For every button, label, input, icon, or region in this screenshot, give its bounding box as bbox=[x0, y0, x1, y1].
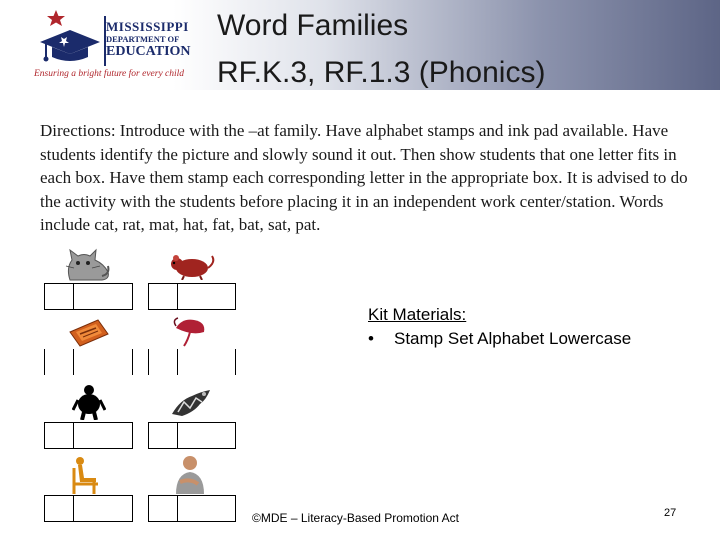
letter-box-divider bbox=[44, 349, 45, 375]
letter-box[interactable] bbox=[148, 283, 178, 310]
footer-text: ©MDE – Literacy-Based Promotion Act bbox=[252, 511, 459, 525]
kit-item-label: Stamp Set Alphabet Lowercase bbox=[394, 329, 632, 348]
kit-materials-title: Kit Materials: bbox=[368, 305, 467, 324]
letter-box-divider bbox=[73, 349, 74, 375]
letter-box[interactable] bbox=[177, 283, 236, 310]
logo-line-3: EDUCATION bbox=[106, 43, 191, 59]
letter-box-divider bbox=[132, 349, 133, 375]
mde-logo bbox=[30, 6, 215, 86]
bullet: • bbox=[368, 329, 374, 348]
rat-icon bbox=[168, 252, 216, 280]
pat-icon bbox=[170, 454, 210, 494]
fat-man-icon bbox=[72, 384, 106, 420]
letter-box[interactable] bbox=[148, 495, 178, 522]
letter-box[interactable] bbox=[148, 422, 178, 449]
letter-box[interactable] bbox=[44, 422, 74, 449]
sat-icon bbox=[68, 456, 104, 494]
cat-icon bbox=[64, 246, 112, 282]
letter-box[interactable] bbox=[44, 283, 74, 310]
kit-materials-item bbox=[368, 327, 631, 351]
letter-box[interactable] bbox=[73, 495, 133, 522]
slide-subtitle: RF.K.3, RF.1.3 (Phonics) bbox=[217, 56, 546, 89]
directions-text: Directions: Introduce with the –at family. Have alphabet stamps and ink pad available. Have students identify the picture and slowly sound it out. Then show students that one letter fits in each box. Have them stamp each corresponding letter in the appropriate box. It is advised to do the activity with the students before placing it in an independent work center/station. Words include cat, rat, mat, hat, fat, bat, sat, pat. bbox=[40, 121, 688, 235]
graduation-cap-star-icon bbox=[34, 8, 102, 66]
letter-box-divider bbox=[177, 349, 178, 375]
logo-line-1: MISSISSIPPI bbox=[106, 19, 189, 34]
logo-tagline: Ensuring a bright future for every child bbox=[34, 69, 185, 79]
mat-icon bbox=[68, 318, 110, 348]
letter-box[interactable] bbox=[73, 422, 133, 449]
kit-materials bbox=[368, 303, 631, 351]
header-banner bbox=[0, 0, 720, 90]
hat-icon bbox=[172, 314, 208, 348]
page-number: 27 bbox=[664, 507, 677, 519]
letter-box[interactable] bbox=[177, 495, 236, 522]
letter-box[interactable] bbox=[177, 422, 236, 449]
bat-icon bbox=[170, 388, 212, 418]
logo-line-2: DEPARTMENT OF bbox=[106, 34, 180, 44]
letter-box[interactable] bbox=[73, 283, 133, 310]
slide-title: Word Families bbox=[217, 9, 409, 42]
letter-box-divider bbox=[148, 349, 149, 375]
letter-box-divider bbox=[235, 349, 236, 375]
logo-name bbox=[106, 20, 191, 59]
letter-box[interactable] bbox=[44, 495, 74, 522]
